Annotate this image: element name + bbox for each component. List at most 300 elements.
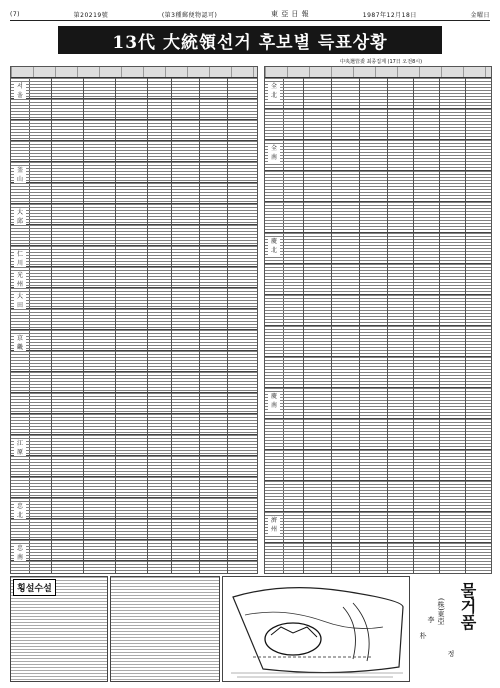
column-rule xyxy=(465,481,466,511)
column-rule xyxy=(199,393,200,413)
column-rule xyxy=(227,435,228,455)
column-rule xyxy=(439,326,440,356)
column-rule xyxy=(83,477,84,497)
column-rule xyxy=(171,204,172,224)
column-rule xyxy=(83,351,84,371)
column-rule xyxy=(413,512,414,542)
column-rule xyxy=(51,246,52,266)
column-rule xyxy=(171,540,172,560)
column-rule xyxy=(147,78,148,98)
left-region-block xyxy=(11,225,257,246)
left-region-label: 忠 南 xyxy=(14,544,26,562)
byline-c: 朴 xyxy=(419,632,427,639)
column-rule xyxy=(199,141,200,161)
column-rule xyxy=(147,456,148,476)
column-rule xyxy=(413,543,414,573)
headline-banner xyxy=(58,26,442,54)
column-rule xyxy=(303,171,304,201)
left-region-block xyxy=(11,351,257,372)
right-region-block xyxy=(265,295,491,326)
column-rule xyxy=(199,540,200,560)
column-rule xyxy=(115,519,116,539)
column-rule xyxy=(115,162,116,182)
column-rule xyxy=(147,351,148,371)
masthead xyxy=(10,8,490,21)
column-rule xyxy=(331,543,332,573)
column-rule xyxy=(51,330,52,350)
column-rule xyxy=(147,414,148,434)
column-rule xyxy=(359,78,360,108)
column-rule xyxy=(171,330,172,350)
left-region-label: 仁 川 xyxy=(14,250,26,268)
source-time: (17日 오전8시) xyxy=(387,59,423,65)
column-rule xyxy=(413,140,414,170)
column-rule xyxy=(83,456,84,476)
column-rule xyxy=(115,330,116,350)
left-region-block xyxy=(11,372,257,393)
column-rule xyxy=(439,388,440,418)
column-rule xyxy=(51,477,52,497)
column-rule xyxy=(439,233,440,263)
column-rule xyxy=(387,264,388,294)
column-rule xyxy=(171,309,172,329)
column-rule xyxy=(331,295,332,325)
right-region-block xyxy=(265,450,491,481)
column-rule xyxy=(227,99,228,119)
column-rule xyxy=(331,233,332,263)
column-rule xyxy=(359,481,360,511)
column-rule xyxy=(115,99,116,119)
column-rule xyxy=(227,267,228,287)
column-rule xyxy=(439,357,440,387)
column-rule xyxy=(331,171,332,201)
column-rule xyxy=(83,435,84,455)
column-rule xyxy=(387,78,388,108)
column-rule xyxy=(359,264,360,294)
column-rule xyxy=(331,481,332,511)
column-rule xyxy=(147,540,148,560)
column-rule xyxy=(147,99,148,119)
column-rule xyxy=(303,140,304,170)
column-rule xyxy=(83,414,84,434)
column-rule xyxy=(199,351,200,371)
column-rule xyxy=(227,309,228,329)
column-rule xyxy=(465,450,466,480)
column-rule xyxy=(439,450,440,480)
column-rule xyxy=(147,372,148,392)
left-region-block xyxy=(11,246,257,267)
left-region-block xyxy=(11,141,257,162)
column-rule xyxy=(51,162,52,182)
column-rule xyxy=(199,372,200,392)
column-rule xyxy=(413,481,414,511)
column-rule xyxy=(303,202,304,232)
column-rule xyxy=(227,519,228,539)
column-rule xyxy=(83,309,84,329)
right-region-label: 全 南 xyxy=(268,144,280,162)
column-rule xyxy=(439,109,440,139)
right-results-table xyxy=(264,66,492,574)
column-rule xyxy=(465,295,466,325)
right-region-block xyxy=(265,388,491,419)
column-rule xyxy=(331,140,332,170)
column-rule xyxy=(199,414,200,434)
column-rule xyxy=(51,225,52,245)
column-rule xyxy=(51,519,52,539)
column-rule xyxy=(387,326,388,356)
column-rule xyxy=(465,512,466,542)
column-rule xyxy=(115,498,116,518)
column-rule xyxy=(171,414,172,434)
column-rule xyxy=(199,267,200,287)
column-rule xyxy=(465,109,466,139)
column-rule xyxy=(51,267,52,287)
column-rule xyxy=(115,477,116,497)
right-region-block xyxy=(265,202,491,233)
left-results-table xyxy=(10,66,258,574)
column-rule xyxy=(171,267,172,287)
column-rule xyxy=(387,450,388,480)
column-rule xyxy=(465,326,466,356)
right-region-block xyxy=(265,326,491,357)
column-rule xyxy=(439,543,440,573)
column-rule xyxy=(465,419,466,449)
column-rule xyxy=(227,204,228,224)
column-rule xyxy=(147,246,148,266)
column-rule xyxy=(359,450,360,480)
column-rule xyxy=(303,295,304,325)
column-rule xyxy=(199,519,200,539)
column-rule xyxy=(331,357,332,387)
column-rule xyxy=(115,561,116,574)
column-rule xyxy=(199,162,200,182)
column-rule xyxy=(199,246,200,266)
column-rule xyxy=(51,561,52,574)
column-rule xyxy=(51,78,52,98)
mail-notice: (第3種郵便物認可) xyxy=(161,11,218,19)
byline-b: 李 xyxy=(427,616,435,623)
column-rule xyxy=(439,171,440,201)
left-region-block xyxy=(11,120,257,141)
left-region-label: 江 原 xyxy=(14,439,26,457)
column-rule xyxy=(227,456,228,476)
left-region-block xyxy=(11,99,257,120)
column-rule xyxy=(387,419,388,449)
column-rule xyxy=(83,267,84,287)
left-region-block xyxy=(11,78,257,99)
column-rule xyxy=(199,78,200,98)
column-rule xyxy=(359,295,360,325)
column-rule xyxy=(303,419,304,449)
column-rule xyxy=(199,477,200,497)
column-rule xyxy=(331,202,332,232)
column-rule xyxy=(227,393,228,413)
column-rule xyxy=(83,393,84,413)
source-text: 中央選管委 최종집계 xyxy=(340,59,386,65)
newspaper-page xyxy=(10,8,490,680)
column-rule xyxy=(83,246,84,266)
vertical-title: 물거품 xyxy=(458,582,477,630)
column-rule xyxy=(115,246,116,266)
right-region-label: 慶 南 xyxy=(268,392,280,410)
column-rule xyxy=(199,225,200,245)
left-region-block xyxy=(11,309,257,330)
left-region-block xyxy=(11,288,257,309)
left-region-label: 京 畿 xyxy=(14,334,26,352)
column-rule xyxy=(387,357,388,387)
left-region-label: 忠 北 xyxy=(14,502,26,520)
column-rule xyxy=(439,202,440,232)
column-rule xyxy=(359,388,360,418)
column-rule xyxy=(83,225,84,245)
column-rule xyxy=(413,388,414,418)
column-text xyxy=(110,576,220,682)
column-rule xyxy=(115,540,116,560)
issue-weekday: 金曜日 xyxy=(470,11,490,19)
column-rule xyxy=(387,543,388,573)
column-rule xyxy=(199,120,200,140)
column-rule xyxy=(83,540,84,560)
column-rule xyxy=(413,233,414,263)
column-rule xyxy=(439,264,440,294)
right-region-block xyxy=(265,109,491,140)
left-region-label: 釜 山 xyxy=(14,166,26,184)
column-rule xyxy=(51,372,52,392)
left-region-label: 光 州 xyxy=(14,271,26,289)
column-rule xyxy=(115,456,116,476)
column-rule xyxy=(83,162,84,182)
issue-date: 1987年12月18日 xyxy=(362,11,417,19)
column-rule xyxy=(413,171,414,201)
column-rule xyxy=(83,288,84,308)
column-rule xyxy=(171,561,172,574)
column-rule xyxy=(439,419,440,449)
cartoon-illustration xyxy=(223,577,409,681)
column-rule xyxy=(359,233,360,263)
column-rule xyxy=(359,326,360,356)
column-rule xyxy=(413,295,414,325)
column-rule xyxy=(359,171,360,201)
column-rule xyxy=(227,414,228,434)
left-region-label: 서 울 xyxy=(14,82,26,100)
right-region-block xyxy=(265,171,491,202)
column-rule xyxy=(227,183,228,203)
column-rule xyxy=(303,450,304,480)
column-rule xyxy=(359,543,360,573)
column-rule xyxy=(199,309,200,329)
column-rule xyxy=(83,120,84,140)
column-rule xyxy=(199,288,200,308)
column-rule xyxy=(147,120,148,140)
column-rule xyxy=(147,519,148,539)
column-rule xyxy=(359,512,360,542)
right-region-label: 慶 北 xyxy=(268,237,280,255)
column-rule xyxy=(171,393,172,413)
column-rule xyxy=(115,288,116,308)
byline-d: 정 xyxy=(447,650,455,657)
right-region-label: 濟 州 xyxy=(268,516,280,534)
right-table-header xyxy=(265,67,491,78)
column-rule xyxy=(359,202,360,232)
right-region-block xyxy=(265,543,491,574)
column-rule xyxy=(303,512,304,542)
column-rule xyxy=(171,519,172,539)
column-rule xyxy=(115,435,116,455)
column-rule xyxy=(465,140,466,170)
column-rule xyxy=(439,295,440,325)
cartoon-panel xyxy=(222,576,410,682)
column-rule xyxy=(147,309,148,329)
column-rule xyxy=(83,78,84,98)
column-rule xyxy=(171,435,172,455)
source-note xyxy=(340,58,422,65)
column-rule xyxy=(303,543,304,573)
column-rule xyxy=(465,78,466,108)
column-rule xyxy=(147,477,148,497)
column-rule xyxy=(83,204,84,224)
column-rule xyxy=(51,435,52,455)
column-rule xyxy=(147,498,148,518)
column-rule xyxy=(115,120,116,140)
column-rule xyxy=(387,512,388,542)
column-rule xyxy=(227,225,228,245)
column-rule xyxy=(465,388,466,418)
column-rule xyxy=(303,388,304,418)
column-rule xyxy=(227,120,228,140)
column-rule xyxy=(171,288,172,308)
paper-name: 東 亞 日 報 xyxy=(270,10,310,18)
column-rule xyxy=(51,456,52,476)
column-rule xyxy=(83,330,84,350)
right-region-block xyxy=(265,140,491,171)
column-rule xyxy=(51,204,52,224)
left-region-block xyxy=(11,183,257,204)
column-rule xyxy=(171,246,172,266)
column-rule xyxy=(303,264,304,294)
column-rule xyxy=(359,109,360,139)
left-region-block xyxy=(11,204,257,225)
column-rule xyxy=(171,78,172,98)
column-rule xyxy=(359,419,360,449)
column-rule xyxy=(199,435,200,455)
column-rule xyxy=(115,351,116,371)
column-rule xyxy=(227,561,228,574)
column-rule xyxy=(227,498,228,518)
column-rule xyxy=(413,78,414,108)
column-rule xyxy=(227,372,228,392)
column-rule xyxy=(147,393,148,413)
column-rule xyxy=(83,561,84,574)
column-rule xyxy=(331,388,332,418)
left-region-block xyxy=(11,267,257,288)
column-rule xyxy=(171,120,172,140)
column-rule xyxy=(51,540,52,560)
byline-a: (株)東亞 xyxy=(437,598,445,625)
column-rule xyxy=(51,414,52,434)
column-rule xyxy=(171,141,172,161)
column-rule xyxy=(227,540,228,560)
column-rule xyxy=(51,183,52,203)
column-rule xyxy=(465,357,466,387)
column-rule xyxy=(147,561,148,574)
column-rule xyxy=(147,225,148,245)
column-rule xyxy=(387,109,388,139)
column-rule xyxy=(331,78,332,108)
left-region-block xyxy=(11,393,257,414)
column-rule xyxy=(199,498,200,518)
left-region-block xyxy=(11,330,257,351)
column-rule xyxy=(331,109,332,139)
column-rule xyxy=(413,202,414,232)
column-rule xyxy=(227,288,228,308)
column-rule xyxy=(387,171,388,201)
column-rule xyxy=(115,372,116,392)
column-box-title: 횡설수설 xyxy=(13,579,56,596)
right-region-block xyxy=(265,78,491,109)
vertical-column xyxy=(412,576,490,680)
column-rule xyxy=(227,162,228,182)
column-rule xyxy=(199,561,200,574)
column-rule xyxy=(387,295,388,325)
column-rule xyxy=(227,78,228,98)
column-rule xyxy=(171,456,172,476)
column-rule xyxy=(115,183,116,203)
column-rule xyxy=(115,204,116,224)
column-rule xyxy=(387,140,388,170)
column-rule xyxy=(465,543,466,573)
column-rule xyxy=(359,140,360,170)
column-rule xyxy=(83,141,84,161)
column-rule xyxy=(147,267,148,287)
column-rule xyxy=(465,233,466,263)
column-rule xyxy=(83,519,84,539)
column-rule xyxy=(51,393,52,413)
left-region-label: 大 田 xyxy=(14,292,26,310)
column-rule xyxy=(413,357,414,387)
column-rule xyxy=(199,99,200,119)
left-region-block xyxy=(11,498,257,519)
column-rule xyxy=(147,204,148,224)
headline: 13代 大統領선거 후보별 득표상황 xyxy=(112,32,388,53)
column-rule xyxy=(413,450,414,480)
right-region-block xyxy=(265,357,491,388)
column-rule xyxy=(227,351,228,371)
column-rule xyxy=(303,481,304,511)
column-rule xyxy=(227,330,228,350)
column-rule xyxy=(83,99,84,119)
left-region-label: 大 邱 xyxy=(14,208,26,226)
column-rule xyxy=(51,309,52,329)
column-rule xyxy=(413,264,414,294)
column-rule xyxy=(227,477,228,497)
issue-number: 第20219號 xyxy=(73,11,109,19)
column-rule xyxy=(83,183,84,203)
column-rule xyxy=(171,183,172,203)
column-rule xyxy=(147,141,148,161)
column-rule xyxy=(303,326,304,356)
column-rule xyxy=(171,477,172,497)
right-region-block xyxy=(265,233,491,264)
column-rule xyxy=(303,109,304,139)
column-rule xyxy=(199,204,200,224)
column-rule xyxy=(147,330,148,350)
column-rule xyxy=(147,288,148,308)
column-rule xyxy=(83,498,84,518)
left-region-block xyxy=(11,435,257,456)
left-region-block xyxy=(11,519,257,540)
column-rule xyxy=(171,351,172,371)
column-rule xyxy=(439,481,440,511)
